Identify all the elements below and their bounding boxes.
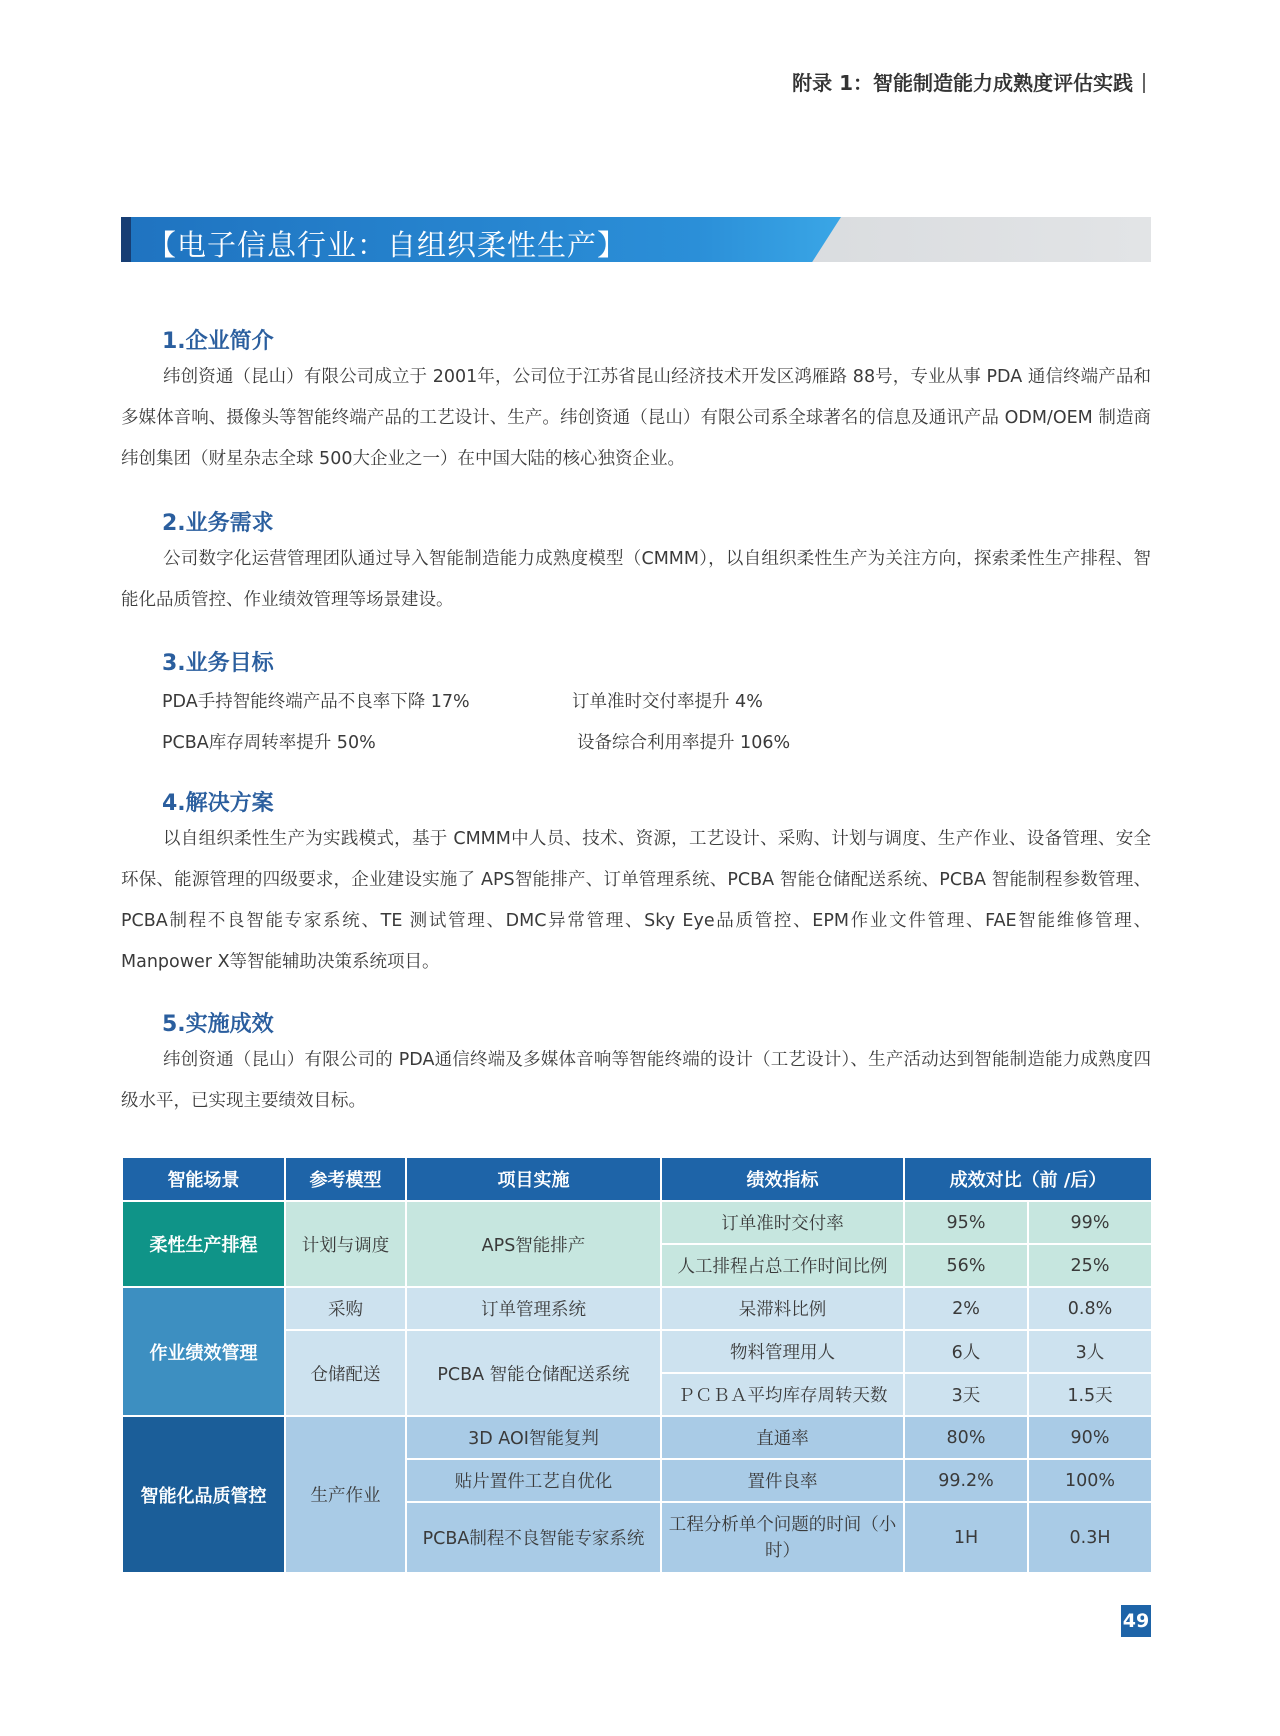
- header-metric: 绩效指标: [661, 1157, 904, 1201]
- before-cell: 56%: [904, 1244, 1028, 1287]
- project-cell: 3D AOI智能复判: [406, 1416, 661, 1459]
- after-cell: 3人: [1028, 1330, 1152, 1373]
- metric-cell: 订单准时交付率: [661, 1201, 904, 1244]
- header-model: 参考模型: [285, 1157, 406, 1201]
- section-text-needs: 公司数字化运营管理团队通过导入智能制造能力成熟度模型（CMMM），以自组织柔性生产为关注方向，探索柔性生产排程、智能化品质管控、作业绩效管理等场景建设。: [121, 549, 1151, 610]
- results-table: [121, 1156, 1153, 1574]
- page-number: 49: [1121, 1605, 1151, 1637]
- goal-item: PDA手持智能终端产品不良率下降 17%: [162, 692, 470, 712]
- before-cell: 80%: [904, 1416, 1028, 1459]
- after-cell: 1.5天: [1028, 1373, 1152, 1416]
- table-row: [122, 1416, 1152, 1459]
- section-heading-intro: 1.企业简介: [162, 329, 274, 354]
- before-cell: 99.2%: [904, 1459, 1028, 1502]
- project-cell: 订单管理系统: [406, 1287, 661, 1330]
- after-cell: 0.3H: [1028, 1502, 1152, 1573]
- model-cell: 计划与调度: [285, 1201, 406, 1287]
- section-text-results: 纬创资通（昆山）有限公司的 PDA通信终端及多媒体音响等智能终端的设计（工艺设计）、生产活动达到智能制造能力成熟度四级水平，已实现主要绩效目标。: [121, 1050, 1151, 1111]
- after-cell: 25%: [1028, 1244, 1152, 1287]
- section-heading-solution: 4.解决方案: [162, 791, 274, 816]
- metric-cell: 置件良率: [661, 1459, 904, 1502]
- after-cell: 90%: [1028, 1416, 1152, 1459]
- project-cell: 贴片置件工艺自优化: [406, 1459, 661, 1502]
- metric-cell: 工程分析单个问题的时间（小时）: [661, 1502, 904, 1573]
- header-scene: 智能场景: [122, 1157, 285, 1201]
- banner-accent-bar: [121, 217, 131, 262]
- banner-title: 【电子信息行业：自组织柔性生产】: [147, 228, 628, 262]
- header-project: 项目实施: [406, 1157, 661, 1201]
- project-cell: PCBA 智能仓储配送系统: [406, 1330, 661, 1416]
- after-cell: 100%: [1028, 1459, 1152, 1502]
- project-cell: PCBA制程不良智能专家系统: [406, 1502, 661, 1573]
- section-text-solution: 以自组织柔性生产为实践模式，基于 CMMM中人员、技术、资源，工艺设计、采购、计划与调度、生产作业、设备管理、安全环保、能源管理的四级要求，企业建设实施了 APS智能排产、订单管理系统、PCBA 智能仓储配送系统、PCBA 智能制程参数管理、PCBA制程不良智能专家系统、TE 测试管理、DMC异常管理、Sky Eye品质管控、EPM作业文件管理、FAE智能维修管理、Manpower X等智能辅助决策系统项目。: [121, 829, 1151, 972]
- before-cell: 3天: [904, 1373, 1028, 1416]
- metric-cell: 人工排程占总工作时间比例: [661, 1244, 904, 1287]
- metric-cell: 物料管理用人: [661, 1330, 904, 1373]
- metric-cell: 呆滞料比例: [661, 1287, 904, 1330]
- before-cell: 6人: [904, 1330, 1028, 1373]
- section-banner: [121, 217, 1151, 262]
- metric-cell: ＰＣＢＡ平均库存周转天数: [661, 1373, 904, 1416]
- metric-cell: 直通率: [661, 1416, 904, 1459]
- project-cell: APS智能排产: [406, 1201, 661, 1287]
- header-comparison: 成效对比（前 /后）: [904, 1157, 1152, 1201]
- before-cell: 1H: [904, 1502, 1028, 1573]
- table-header-row: [122, 1157, 1152, 1201]
- running-header: 附录 1：智能制造能力成熟度评估实践: [792, 73, 1145, 93]
- after-cell: 0.8%: [1028, 1287, 1152, 1330]
- scene-cell: 智能化品质管控: [122, 1416, 285, 1573]
- model-cell: 仓储配送: [285, 1330, 406, 1416]
- goal-item: 订单准时交付率提升 4%: [572, 692, 763, 712]
- section-heading-needs: 2.业务需求: [162, 511, 274, 536]
- section-heading-goals: 3.业务目标: [162, 651, 274, 676]
- model-cell: 采购: [285, 1287, 406, 1330]
- before-cell: 95%: [904, 1201, 1028, 1244]
- goal-item: 设备综合利用率提升 106%: [577, 733, 791, 753]
- after-cell: 99%: [1028, 1201, 1152, 1244]
- scene-cell: 柔性生产排程: [122, 1201, 285, 1287]
- goal-item: PCBA库存周转率提升 50%: [162, 733, 376, 753]
- section-text-intro: 纬创资通（昆山）有限公司成立于 2001年，公司位于江苏省昆山经济技术开发区鸿雁路 88号，专业从事 PDA 通信终端产品和多媒体音响、摄像头等智能终端产品的工艺设计、生产。纬创资通（昆山）有限公司系全球著名的信息及通讯产品 ODM/OEM 制造商纬创集团（财星杂志全球 500大企业之一）在中国大陆的核心独资企业。: [121, 367, 1151, 469]
- before-cell: 2%: [904, 1287, 1028, 1330]
- table-row: [122, 1287, 1152, 1330]
- table-row: [122, 1201, 1152, 1244]
- model-cell: 生产作业: [285, 1416, 406, 1573]
- scene-cell: 作业绩效管理: [122, 1287, 285, 1416]
- section-heading-results: 5.实施成效: [162, 1012, 274, 1037]
